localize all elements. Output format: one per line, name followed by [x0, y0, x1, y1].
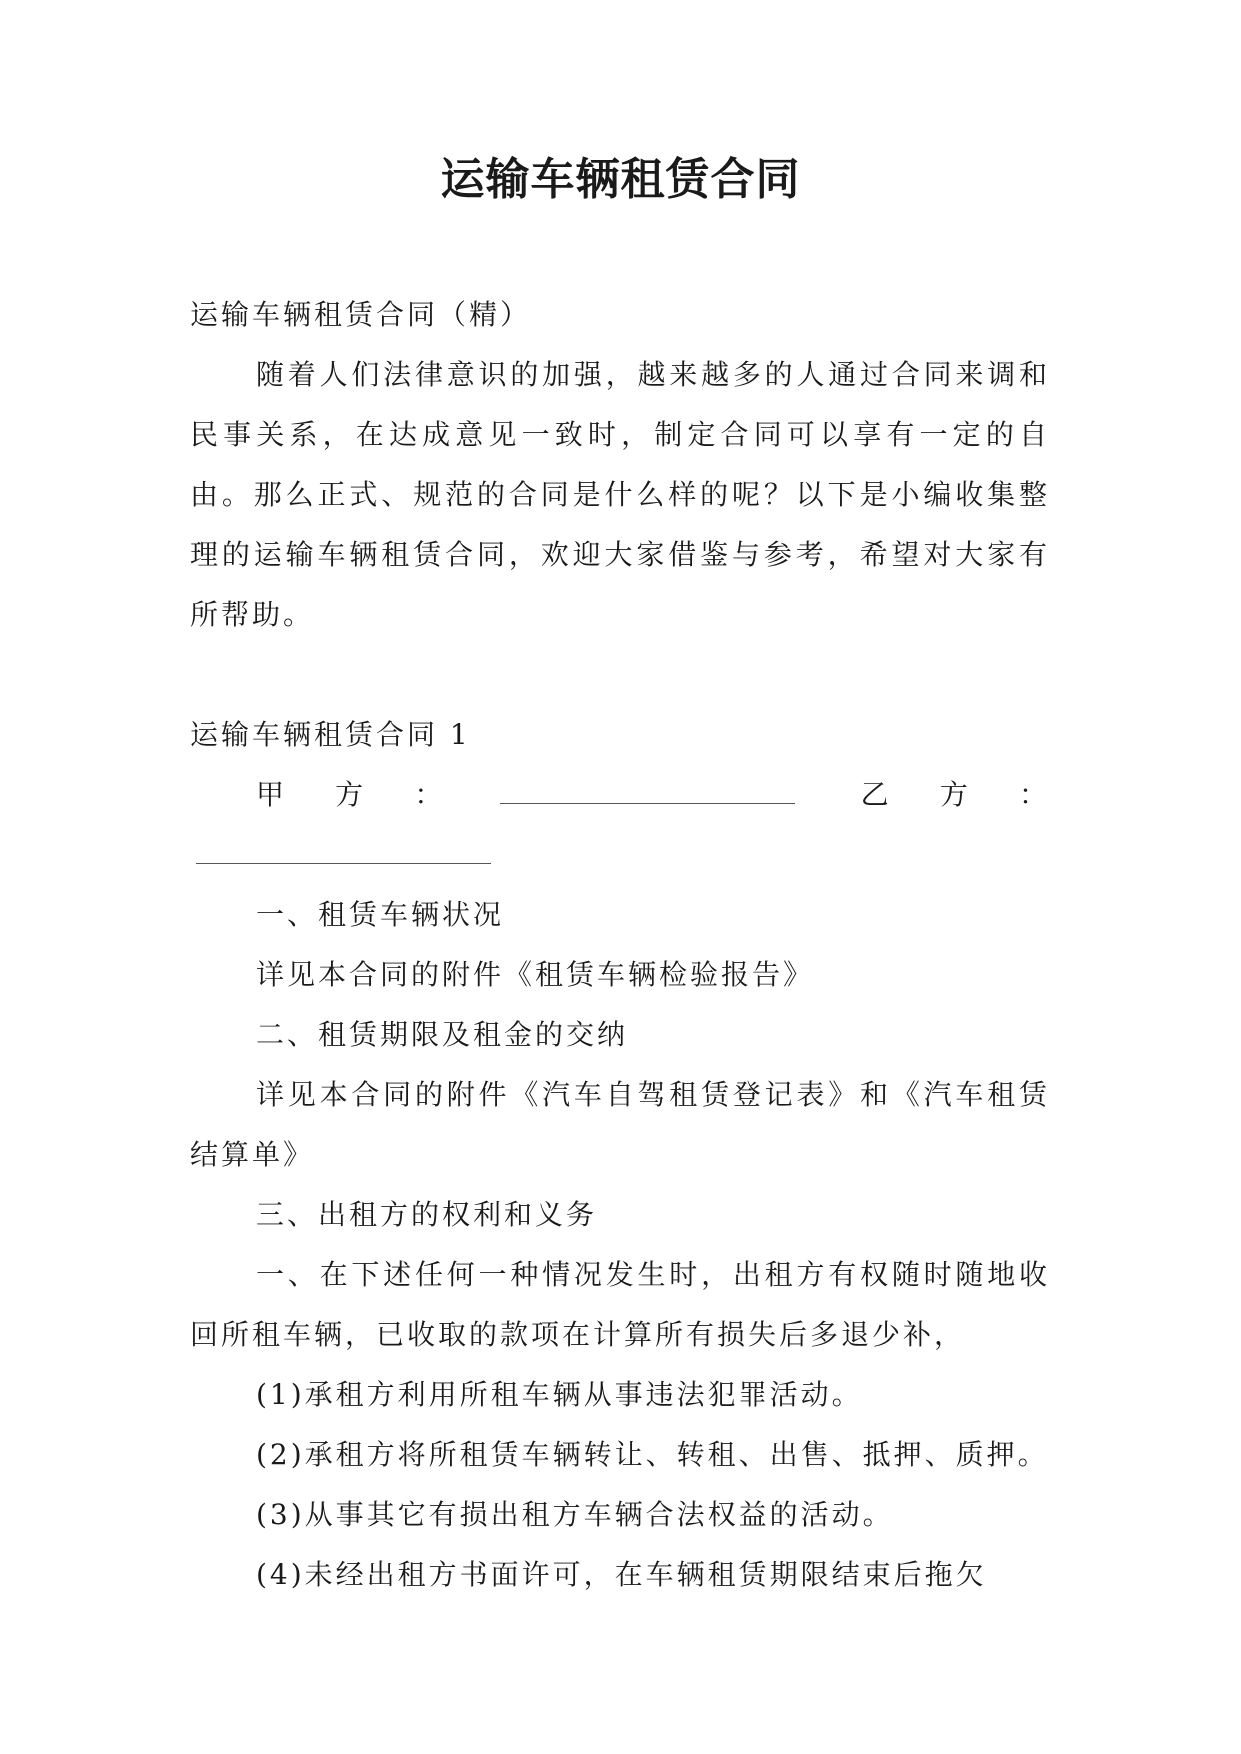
section-heading: 运输车辆租赁合同 1	[190, 718, 471, 751]
clause-paragraph: (3)从事其它有损出租方车辆合法权益的活动。	[256, 1498, 894, 1531]
clause-paragraph: 一、在下述任何一种情况发生时，出租方有权随时随地收回所租车辆，已收取的款项在计算所有损失后多退少补，	[190, 1258, 1050, 1351]
spacer	[190, 645, 1050, 705]
clause-paragraph: 三、出租方的权利和义务	[256, 1198, 598, 1231]
party-b-label: 乙方：	[812, 778, 1050, 811]
document-subtitle: 运输车辆租赁合同（精）	[190, 298, 532, 331]
clause-paragraph: (1)承租方利用所租车辆从事违法犯罪活动。	[256, 1378, 863, 1411]
clause-paragraph: 二、租赁期限及租金的交纳	[256, 1018, 629, 1051]
party-b-blank[interactable]	[196, 839, 491, 864]
party-line	[190, 765, 1050, 885]
clause-paragraph: 详见本合同的附件《汽车自驾租赁登记表》和《汽车租赁结算单》	[190, 1078, 1050, 1171]
intro-paragraph: 随着人们法律意识的加强，越来越多的人通过合同来调和民事关系，在达成意见一致时，制定合同可以享有一定的自由。那么正式、规范的合同是什么样的呢？以下是小编收集整理的运输车辆租赁合同，欢迎大家借鉴与参考，希望对大家有所帮助。	[190, 358, 1050, 631]
document-body	[190, 285, 1050, 1605]
party-a-blank[interactable]	[500, 779, 795, 804]
document-title: 运输车辆租赁合同	[440, 154, 801, 205]
party-a-label: 甲方：	[256, 778, 494, 811]
clause-paragraph: (4)未经出租方书面许可，在车辆租赁期限结束后拖欠	[256, 1558, 987, 1591]
clause-paragraph: (2)承租方将所租赁车辆转让、转租、出售、抵押、质押。	[256, 1438, 1049, 1471]
clause-paragraph: 一、租赁车辆状况	[256, 898, 505, 931]
clause-paragraph: 详见本合同的附件《租赁车辆检验报告》	[256, 958, 815, 991]
